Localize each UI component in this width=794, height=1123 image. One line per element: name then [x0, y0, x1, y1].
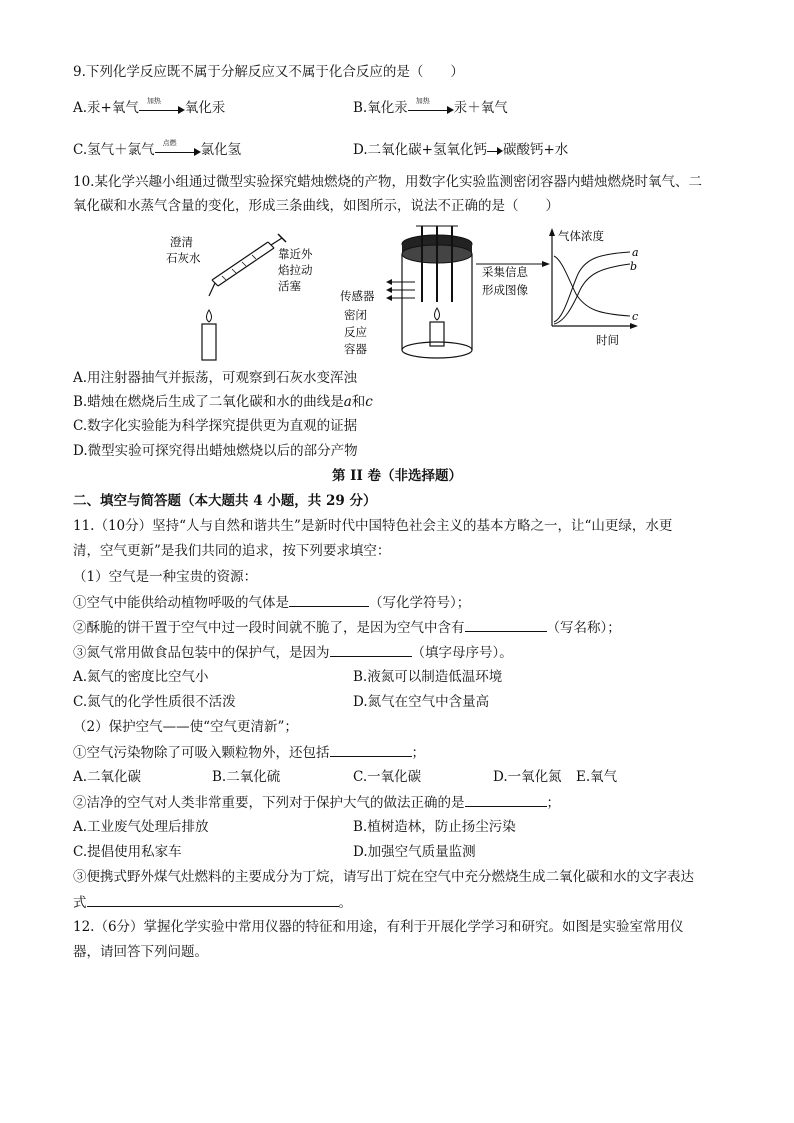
q9-option-a: A.汞+氧气 加热 氧化汞	[73, 96, 226, 116]
q12-line1: 12.（6分）掌握化学实验中常用仪器的特征和用途，有利于开展化学学习和研究。如图是实验室常用仪	[73, 919, 684, 935]
q12-line2: 器，请回答下列问题。	[73, 944, 208, 960]
q11-2-3-line1: ③便携式野外煤气灶燃料的主要成分为丁烷，请写出丁烷在空气中充分燃烧生成二氧化碳和水的文字表达	[73, 869, 694, 885]
q11-2-1-option-e: E.氧气	[576, 769, 618, 785]
answer-blank[interactable]	[87, 892, 339, 907]
q9-option-c: C.氢气＋氯气 点燃 氯化氢	[73, 138, 242, 158]
pull-label-1: 靠近外	[278, 247, 313, 261]
curve-a	[554, 252, 630, 322]
q11-part1: （1）空气是一种宝贵的资源：	[73, 569, 258, 585]
pull-label-2: 焰拉动	[278, 263, 313, 277]
q11-2-2-option-a: A.工业废气处理后排放	[73, 819, 209, 835]
reaction-arrow-icon: 加热	[408, 102, 454, 116]
q11-1-3-option-c: C.氮气的化学性质很不活泼	[73, 694, 236, 710]
sensor-label: 传感器	[340, 289, 375, 303]
chart-x-label: 时间	[596, 333, 619, 347]
reaction-vessel-icon	[402, 226, 472, 358]
pull-label-3: 活塞	[278, 279, 301, 293]
q11-2-2-option-c: C.提倡使用私家车	[73, 844, 182, 860]
curve-b-label: b	[630, 260, 638, 273]
q11-2-1-option-a: A.二氧化碳	[73, 769, 142, 785]
q10-option-b: B.蜡烛在燃烧后生成了二氧化碳和水的曲线是a和c	[73, 394, 373, 410]
collect-label-1: 采集信息	[482, 265, 528, 279]
q11-1-1: ①空气中能供给动植物呼吸的气体是 （写化学符号）；	[73, 592, 470, 613]
q11-1-3-option-d: D.氮气在空气中含量高	[353, 694, 490, 710]
candle-experiment-figure	[160, 222, 650, 364]
q11-2-3-line2: 式 。	[73, 892, 352, 913]
q11-2-2-option-b: B.植树造林，防止扬尘污染	[353, 819, 516, 835]
q11-part2: （2）保护空气——使“空气更清新”；	[73, 719, 298, 735]
answer-blank[interactable]	[330, 742, 412, 757]
reaction-arrow-icon: 点燃	[155, 144, 201, 158]
q11-2-1-option-d: D.一氧化氮	[493, 769, 562, 785]
q9-option-d: D.二氧化碳+氢氧化钙 碳酸钙+水	[353, 142, 569, 158]
concentration-chart	[549, 228, 638, 329]
limewater-label-1: 澄清	[170, 235, 193, 249]
q11-2-1-option-c: C.一氧化碳	[353, 769, 422, 785]
q11-1-3-option-b: B.液氮可以制造低温环境	[353, 669, 503, 685]
curve-a-label: a	[632, 246, 639, 259]
syringe-icon	[209, 234, 286, 296]
q10-stem-line2: 氧化碳和水蒸气含量的变化，形成三条曲线，如图所示，说法不正确的是（ ）	[73, 198, 559, 214]
reaction-arrow-icon: 加热	[139, 102, 185, 116]
answer-blank[interactable]	[465, 792, 547, 807]
vessel-label-2: 反应	[344, 325, 367, 339]
part2-title: 第 II 卷（非选择题）	[331, 468, 463, 484]
q11-1-3: ③氮气常用做食品包装中的保护气，是因为 （填字母序号）。	[73, 642, 513, 663]
q9-option-b: B.氧化汞 加热 汞＋氧气	[353, 96, 508, 116]
q11-2-2-option-d: D.加强空气质量监测	[353, 844, 476, 860]
answer-blank[interactable]	[289, 592, 369, 607]
vessel-label-1: 密闭	[344, 308, 367, 322]
answer-blank[interactable]	[330, 642, 412, 657]
q11-1-2: ②酥脆的饼干置于空气中过一段时间就不脆了，是因为空气中含有 （写名称）；	[73, 617, 621, 638]
curve-c-label: c	[632, 310, 639, 323]
limewater-label-2: 石灰水	[166, 251, 201, 265]
q11-2-2: ②洁净的空气对人类非常重要，下列对于保护大气的做法正确的是 ；	[73, 792, 560, 813]
q11-1-3-option-a: A.氮气的密度比空气小	[73, 669, 209, 685]
q10-option-c: C.数字化实验能为科学探究提供更为直观的证据	[73, 418, 358, 434]
reaction-arrow-icon	[487, 145, 503, 157]
vessel-label-3: 容器	[344, 342, 367, 356]
q11-2-1-option-b: B.二氧化硫	[212, 769, 281, 785]
q11-2-1: ①空气污染物除了可吸入颗粒物外，还包括 ；	[73, 742, 425, 763]
q10-option-a: A.用注射器抽气并振荡，可观察到石灰水变浑浊	[73, 370, 358, 386]
q11-intro-line1: 11.（10分）坚持“人与自然和谐共生”是新时代中国特色社会主义的基本方略之一，让“山更绿，水更	[73, 518, 673, 534]
sensor-arrows-icon	[386, 279, 415, 301]
collect-label-2: 形成图像	[482, 283, 528, 297]
q9-stem: 9.下列化学反应既不属于分解反应又不属于化合反应的是（ ）	[73, 64, 464, 80]
answer-blank[interactable]	[465, 617, 547, 632]
chart-y-label: 气体浓度	[558, 229, 604, 243]
q11-intro-line2: 清，空气更新”是我们共同的追求，按下列要求填空：	[73, 543, 391, 559]
candle-icon	[202, 310, 216, 360]
section-heading: 二、填空与简答题（本大题共 4 小题，共 29 分）	[73, 493, 377, 509]
q10-stem-line1: 10.某化学兴趣小组通过微型实验探究蜡烛燃烧的产物，用数字化实验监测密闭容器内蜡烛燃烧时氧气、二	[73, 174, 702, 190]
q10-option-d: D.微型实验可探究得出蜡烛燃烧以后的部分产物	[73, 443, 358, 459]
